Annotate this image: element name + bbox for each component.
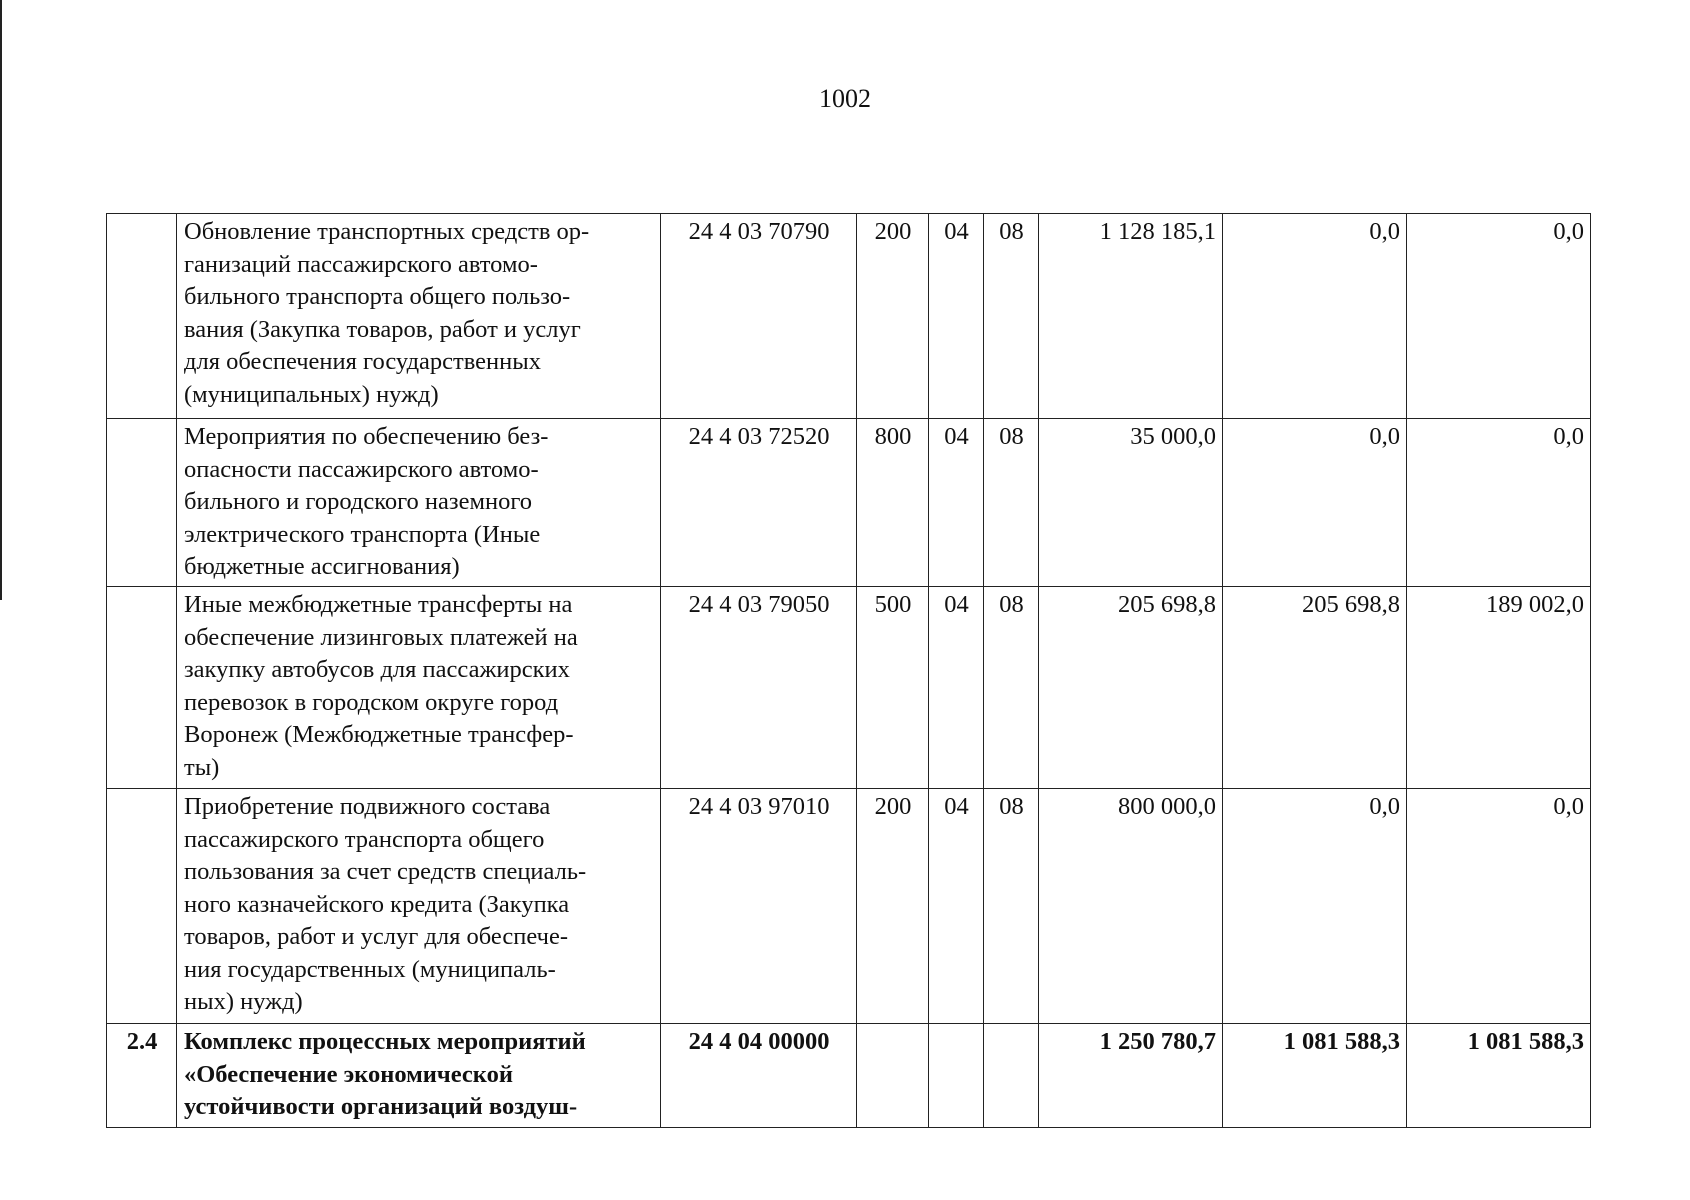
row-code: 24 4 03 72520: [661, 419, 857, 587]
row-rz: 04: [929, 214, 984, 419]
row-sum-1: 35 000,0: [1039, 419, 1223, 587]
row-sum-2: 205 698,8: [1223, 587, 1407, 789]
row-sum-3: 0,0: [1407, 214, 1591, 419]
row-sum-1: 205 698,8: [1039, 587, 1223, 789]
row-sum-2: 0,0: [1223, 789, 1407, 1024]
row-pr: [984, 1024, 1039, 1128]
row-sum-3: 0,0: [1407, 789, 1591, 1024]
row-sum-3: 1 081 588,3: [1407, 1024, 1591, 1128]
row-rz: 04: [929, 419, 984, 587]
row-code: 24 4 03 70790: [661, 214, 857, 419]
row-number: [107, 587, 177, 789]
row-vr: 200: [857, 789, 929, 1024]
row-vr: [857, 1024, 929, 1128]
row-code: 24 4 03 79050: [661, 587, 857, 789]
row-sum-2: 0,0: [1223, 214, 1407, 419]
row-vr: 200: [857, 214, 929, 419]
row-number: [107, 789, 177, 1024]
table-row: [107, 587, 1591, 789]
row-sum-2: 0,0: [1223, 419, 1407, 587]
table-row: [107, 789, 1591, 1024]
row-name: Обновление транспортных средств ор- ганизаций пассажирского автомо- бильного транспорта общего пользо- вания (Закупка товаров, работ и услуг для обеспечения государственных (муниципальных) нужд): [177, 214, 661, 419]
row-name: Приобретение подвижного состава пассажирского транспорта общего пользования за счет средств специаль- ного казначейского кредита (Закупка товаров, работ и услуг для обеспече- ния государственных (муниципаль- ных) нужд): [177, 789, 661, 1024]
row-rz: [929, 1024, 984, 1128]
row-name: Мероприятия по обеспечению без- опасности пассажирского автомо- бильного и городского наземного электрического транспорта (Иные бюджетные ассигнования): [177, 419, 661, 587]
table-row-section: [107, 1024, 1591, 1128]
row-sum-1: 1 128 185,1: [1039, 214, 1223, 419]
row-sum-3: 0,0: [1407, 419, 1591, 587]
row-name: Комплекс процессных мероприятий «Обеспечение экономической устойчивости организаций воздуш-: [177, 1024, 661, 1128]
row-sum-1: 1 250 780,7: [1039, 1024, 1223, 1128]
row-code: 24 4 03 97010: [661, 789, 857, 1024]
row-number: 2.4: [107, 1024, 177, 1128]
row-pr: 08: [984, 214, 1039, 419]
row-number: [107, 214, 177, 419]
row-rz: 04: [929, 789, 984, 1024]
row-rz: 04: [929, 587, 984, 789]
table-row: [107, 419, 1591, 587]
table-row: [107, 214, 1591, 419]
row-pr: 08: [984, 419, 1039, 587]
row-vr: 800: [857, 419, 929, 587]
budget-table: [106, 213, 1591, 1128]
row-name: Иные межбюджетные трансферты на обеспечение лизинговых платежей на закупку автобусов для пассажирских перевозок в городском округе город Воронеж (Межбюджетные трансфер- ты): [177, 587, 661, 789]
row-sum-1: 800 000,0: [1039, 789, 1223, 1024]
row-vr: 500: [857, 587, 929, 789]
row-number: [107, 419, 177, 587]
row-pr: 08: [984, 789, 1039, 1024]
row-sum-2: 1 081 588,3: [1223, 1024, 1407, 1128]
row-sum-3: 189 002,0: [1407, 587, 1591, 789]
page-number: 1002: [819, 84, 871, 113]
row-code: 24 4 04 00000: [661, 1024, 857, 1128]
row-pr: 08: [984, 587, 1039, 789]
